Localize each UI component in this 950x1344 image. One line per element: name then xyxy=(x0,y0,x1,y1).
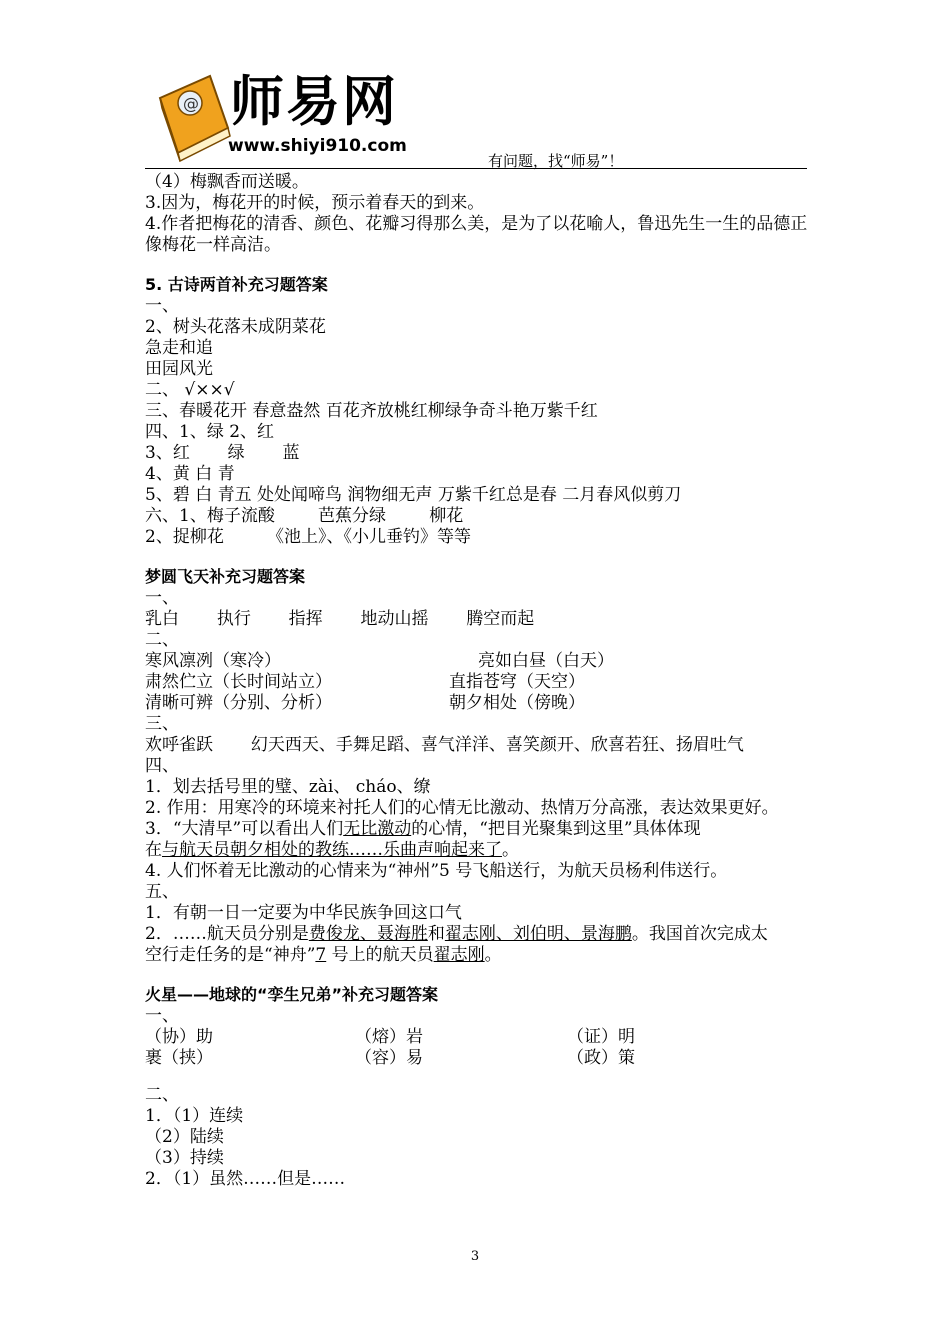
answer-line xyxy=(145,840,810,861)
answer-line: 1．（1）连续 xyxy=(145,1106,244,1126)
answer-line: 1．划去括号里的璧、zài、 cháo、缭 xyxy=(145,777,431,797)
answer-line: 4、黄 白 青 xyxy=(145,464,235,484)
answer-line: 三、春暖花开 春意盎然 百花齐放桃红柳绿争奇斗艳万紫千红 xyxy=(145,401,598,421)
answer-text: 2．……航天员分别是 xyxy=(145,924,309,944)
section-heading: 火星——地球的“孪生兄弟”补充习题答案 xyxy=(145,985,439,1004)
answer-line: 四、 xyxy=(145,756,179,776)
answer-cell: 直指苍穹（天空） xyxy=(449,672,585,692)
answer-line: 二、 xyxy=(145,630,179,650)
answer-cell: 寒风凛冽（寒冷） xyxy=(145,651,281,671)
answer-paragraph: 2. 作用：用寒冷的环境来衬托人们的心情无比激动、热情万分高涨，表达效果更好。 xyxy=(145,798,779,818)
answer-cell: 清晰可辨（分别、分析） xyxy=(145,693,332,713)
answer-paragraph: 4.作者把梅花的清香、颜色、花瓣习得那么美，是为了以花喻人，鲁迅先生一生的品德正像梅花一样高洁。 xyxy=(145,214,808,255)
answer-text: 的心情，“把目光聚集到这里”具体体现 xyxy=(411,819,701,839)
answer-paragraph: 5、碧 白 青五 处处闻啼鸟 润物细无声 万紫千红总是春 二月春风似剪刀 xyxy=(145,485,682,505)
answer-line: 2、捉柳花 《池上》、《小儿垂钓》等等 xyxy=(145,527,472,547)
answer-line: 急走和追 xyxy=(145,338,213,358)
answer-line: 一、 xyxy=(145,588,179,608)
answer-cell: （政）策 xyxy=(567,1048,635,1068)
answer-line: 六、1、梅子流酸 芭蕉分绿 柳花 xyxy=(145,506,464,526)
answer-row xyxy=(145,1027,810,1048)
answer-line: 一、 xyxy=(145,1006,179,1026)
answer-line: （2）陆续 xyxy=(145,1127,224,1147)
answer-cell: 朝夕相处（傍晚） xyxy=(449,693,585,713)
answer-line: 3、红 绿 蓝 xyxy=(145,443,300,463)
underlined-answer: 翟志刚、刘伯明、景海鹏 xyxy=(444,924,632,944)
answer-line: 一、 xyxy=(145,296,179,316)
underlined-answer: 与航天员朝夕相处的教练……乐曲声响起来了 xyxy=(162,840,502,860)
header-divider xyxy=(145,168,807,169)
answer-text: 。我国首次完成太 xyxy=(631,924,768,944)
answer-cell: （容）易 xyxy=(355,1048,423,1068)
answer-cell: 亮如白昼（白天） xyxy=(478,651,614,671)
answer-line: （3）持续 xyxy=(145,1148,224,1168)
answer-cell: 裹（挟） xyxy=(145,1048,213,1068)
answer-line: 1．有朝一日一定要为中华民族争回这口气 xyxy=(145,903,462,923)
underlined-answer: 无比激动 xyxy=(343,819,412,839)
answer-line: 4. 人们怀着无比激动的心情来为“神州”5 号飞船送行，为航天员杨利伟送行。 xyxy=(145,861,728,881)
answer-cell: （证）明 xyxy=(567,1027,635,1047)
answer-row xyxy=(145,693,810,714)
answer-row xyxy=(145,651,810,672)
logo-title: 师易网 xyxy=(230,70,398,133)
answer-line: 二、 √××√ xyxy=(145,380,235,400)
answer-line xyxy=(145,819,810,840)
answer-row xyxy=(145,1048,810,1069)
answer-line: 乳白 执行 指挥 地动山摇 腾空而起 xyxy=(145,609,535,629)
underlined-answer: 翟志刚 xyxy=(433,945,485,965)
answer-text: 号上的航天员 xyxy=(326,945,434,965)
answer-cell: （协）助 xyxy=(145,1027,213,1047)
answer-text: 。 xyxy=(502,840,519,860)
answer-line: 田园风光 xyxy=(145,359,213,379)
answer-text: 空行走任务的是“神舟” xyxy=(145,945,316,965)
svg-text:@: @ xyxy=(183,94,199,113)
section-heading: 5. 古诗两首补充习题答案 xyxy=(145,275,328,294)
logo-url: www.shiyi910.com xyxy=(228,136,407,156)
underlined-answer: 7 xyxy=(315,945,327,965)
answer-row xyxy=(145,672,810,693)
answer-line: 2、树头花落未成阴菜花 xyxy=(145,317,326,337)
answer-line: 3.因为，梅花开的时候，预示着春天的到来。 xyxy=(145,193,485,213)
answer-line xyxy=(145,924,810,945)
answer-text: 3．“大清早”可以看出人们 xyxy=(145,819,344,839)
answer-line: 欢呼雀跃 幻天西天、手舞足蹈、喜气洋洋、喜笑颜开、欣喜若狂、扬眉吐气 xyxy=(145,735,744,755)
answer-line: 三、 xyxy=(145,714,179,734)
page-content xyxy=(145,172,810,1190)
page-number: 3 xyxy=(470,1249,480,1264)
answer-cell: （熔）岩 xyxy=(355,1027,423,1047)
underlined-answer: 费俊龙、聂海胜 xyxy=(308,924,428,944)
answer-line: 五、 xyxy=(145,882,179,902)
answer-text: 在 xyxy=(145,840,162,860)
header-tagline: 有问题，找“师易”！ xyxy=(488,152,624,170)
answer-line: （4）梅飘香而送暖。 xyxy=(145,172,309,192)
answer-text: 和 xyxy=(427,924,445,944)
answer-cell: 肃然伫立（长时间站立） xyxy=(145,672,332,692)
answer-text: 。 xyxy=(484,945,502,965)
answer-line: 四、1、绿 2、红 xyxy=(145,422,275,442)
answer-line: 2．（1）虽然……但是…… xyxy=(145,1169,346,1189)
answer-line xyxy=(145,945,810,966)
section-heading: 梦圆飞天补充习题答案 xyxy=(145,567,306,586)
answer-line: 二、 xyxy=(145,1085,179,1105)
